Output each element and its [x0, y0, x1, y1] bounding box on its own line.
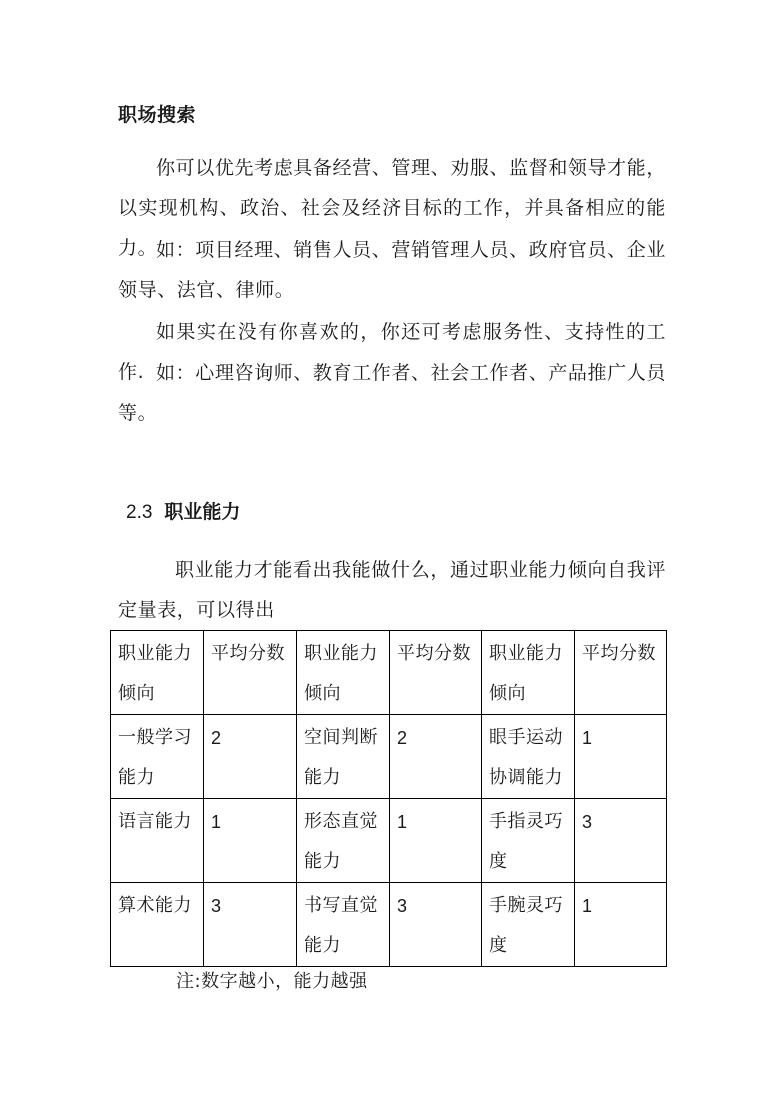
score-cell: 3	[204, 883, 297, 967]
section-number: 2.3	[126, 502, 153, 523]
table-header-cell: 平均分数	[204, 631, 297, 715]
ability-name-cell: 空间判断能力	[297, 715, 390, 799]
table-row	[111, 715, 667, 799]
ability-table	[110, 630, 667, 967]
ability-name-cell: 手腕灵巧度	[482, 883, 575, 967]
table-header-cell: 职业能力倾向	[297, 631, 390, 715]
section-heading	[126, 497, 240, 524]
ability-name-cell: 眼手运动协调能力	[482, 715, 575, 799]
paragraph-4: 如：心理咨询师、教育工作者、社会工作者、产品推广人员等。	[118, 362, 666, 424]
score-cell: 1	[575, 715, 667, 799]
section-title: 职业能力	[164, 501, 241, 523]
paragraph-3: 如果实在没有你喜欢的，你还可考虑服务性、支持性的工作.	[118, 321, 666, 383]
ability-name-cell: 算术能力	[111, 883, 204, 967]
ability-name-cell: 语言能力	[111, 799, 204, 883]
ability-name-cell: 书写直觉能力	[297, 883, 390, 967]
paragraph-1: 你可以优先考虑具备经营、管理、劝服、监督和领导才能，以实现机构、政治、社会及经济目标的工作，并具备相应的能力。	[118, 157, 666, 259]
table-note: 注:数字越小，能力越强	[176, 971, 368, 992]
table-header-cell: 平均分数	[575, 631, 667, 715]
table-header-row	[111, 631, 667, 715]
table-header-cell: 职业能力倾向	[111, 631, 204, 715]
table-row	[111, 883, 667, 967]
score-cell: 2	[204, 715, 297, 799]
table-header-cell: 职业能力倾向	[482, 631, 575, 715]
ability-name-cell: 一般学习能力	[111, 715, 204, 799]
table-row	[111, 799, 667, 883]
score-cell: 1	[575, 883, 667, 967]
score-cell: 2	[390, 715, 482, 799]
ability-name-cell: 形态直觉能力	[297, 799, 390, 883]
section-intro: 职业能力才能看出我能做什么，通过职业能力倾向自我评定量表，可以得出	[118, 559, 666, 621]
score-cell: 1	[390, 799, 482, 883]
score-cell: 3	[390, 883, 482, 967]
score-cell: 3	[575, 799, 667, 883]
top-heading: 职场搜索	[118, 104, 197, 126]
table-header-cell: 平均分数	[390, 631, 482, 715]
ability-name-cell: 手指灵巧度	[482, 799, 575, 883]
score-cell: 1	[204, 799, 297, 883]
paragraph-2: 如：项目经理、销售人员、营销管理人员、政府官员、企业领导、法官、律师。	[118, 239, 666, 301]
